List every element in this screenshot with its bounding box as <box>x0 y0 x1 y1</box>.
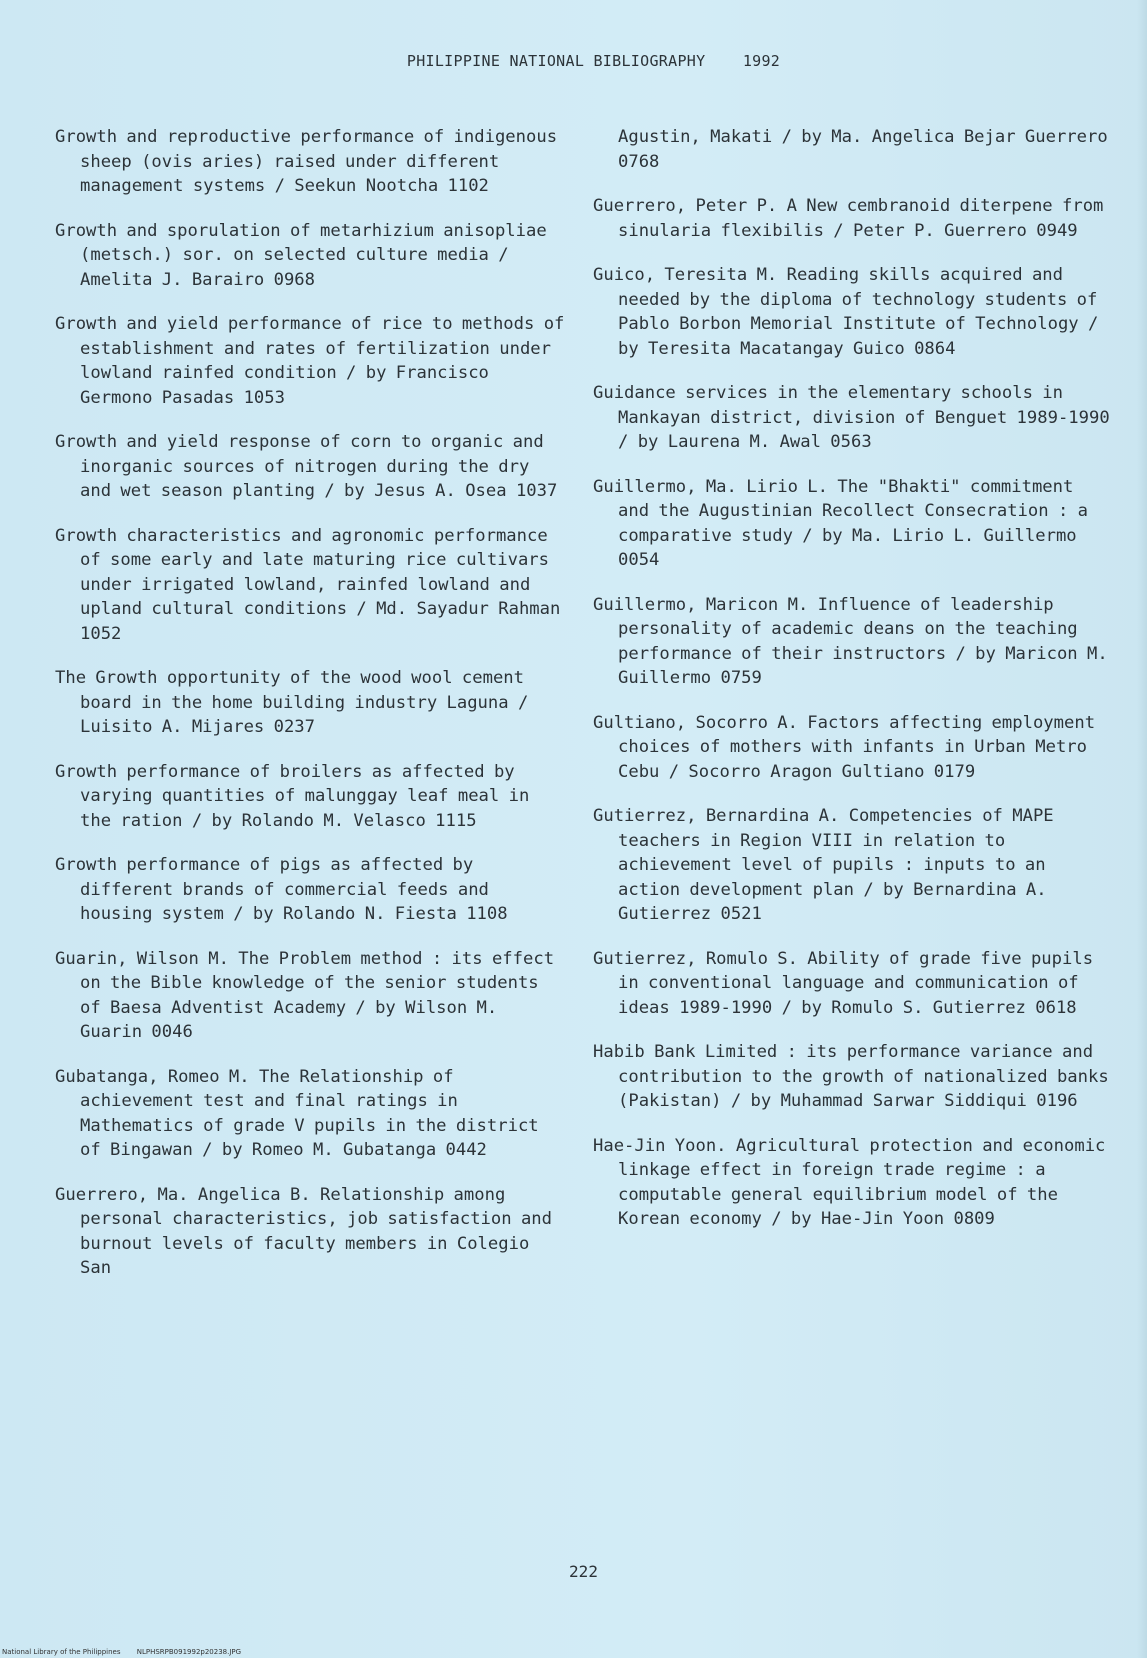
bibliography-entry: Gubatanga, Romeo M. The Relationship of achievement test and final ratings in Mathematics of grade V pupils in the district of Bingawan / by Romeo M. Gubatanga 0442 <box>55 1066 539 1160</box>
header-year: 1992 <box>742 52 781 70</box>
bibliography-entry: Guillermo, Maricon M. Influence of leadership personality of academic deans on the teaching performance of their instructors / by Maricon M. Guillermo 0759 <box>593 594 1108 688</box>
running-header <box>0 52 1147 70</box>
bibliography-entry: The Growth opportunity of the wood wool cement board in the home building industry Laguna / Luisito A. Mijares 0237 <box>55 668 529 737</box>
scan-footer <box>2 1648 241 1656</box>
bibliography-entry: Growth performance of pigs as affected by different brands of commercial feeds and housing system / by Rolando N. Fiesta 1108 <box>55 855 508 924</box>
left-column <box>55 125 565 1281</box>
bibliography-entry: Growth and sporulation of metarhizium anisopliae (metsch.) sor. on selected culture media / Amelita J. Barairo 0968 <box>55 220 547 290</box>
bibliography-entry: Guarin, Wilson M. The Problem method : its effect on the Bible knowledge of the senior students of Baesa Adventist Academy / by Wilson M. Guarin 0046 <box>55 948 555 1042</box>
bibliography-entry-continued: Agustin, Makati / by Ma. Angelica Bejar Guerrero 0768 <box>618 127 1108 172</box>
right-column <box>593 125 1113 1232</box>
footer-library: National Library of the Philippines <box>2 1648 121 1656</box>
footer-file: NLPHSRPB091992p20238.JPG <box>136 1648 242 1656</box>
page-number: 222 <box>569 1562 598 1581</box>
bibliography-entry: Guico, Teresita M. Reading skills acquired and needed by the diploma of technology students of Pablo Borbon Memorial Institute of Technology / by Teresita Macatangay Guico 0864 <box>593 265 1099 359</box>
bibliography-entry: Gutierrez, Bernardina A. Competencies of MAPE teachers in Region VIII in relation to achievement level of pupils : inputs to an action development plan / by Bernardina A. Gutierrez 0521 <box>593 806 1054 924</box>
bibliography-entry: Guillermo, Ma. Lirio L. The "Bhakti" commitment and the Augustinian Recollect Consecration : a comparative study / by Ma. Lirio L. Guillermo 0054 <box>593 476 1088 570</box>
bibliography-entry: Growth characteristics and agronomic performance of some early and late maturing rice cultivars under irrigated lowland, rainfed lowland and upland cultural conditions / Md. Sayadur Rahman 1052 <box>55 525 561 644</box>
bibliography-entry: Growth and reproductive performance of indigenous sheep (ovis aries) raised under different management systems / Seekun Nootcha 1102 <box>55 127 558 196</box>
bibliography-entry: Gutierrez, Romulo S. Ability of grade five pupils in conventional language and communication of ideas 1989-1990 / by Romulo S. Gutierrez 0618 <box>593 948 1094 1018</box>
bibliography-entry: Hae-Jin Yoon. Agricultural protection and economic linkage effect in foreign trade regime : a computable general equilibrium model of the Korean economy / by Hae-Jin Yoon 0809 <box>593 1135 1106 1229</box>
bibliography-entry: Gultiano, Socorro A. Factors affecting employment choices of mothers with infants in Urban Metro Cebu / Socorro Aragon Gultiano 0179 <box>593 712 1096 782</box>
bibliography-entry: Growth and yield response of corn to organic and inorganic sources of nitrogen during the dry and wet season planting / by Jesus A. Osea 1037 <box>55 432 558 501</box>
bibliography-entry: Guerrero, Ma. Angelica B. Relationship among personal characteristics, job satisfaction and burnout levels of faculty members in Colegio San <box>55 1184 552 1278</box>
bibliography-entry: Guerrero, Peter P. A New cembranoid diterpene from sinularia flexibilis / Peter P. Guerrero 0949 <box>593 196 1104 241</box>
bibliography-entry: Growth performance of broilers as affected by varying quantities of malunggay leaf meal in the ration / by Rolando M. Velasco 1115 <box>55 761 530 831</box>
bibliography-entry: Habib Bank Limited : its performance variance and contribution to the growth of nationalized banks (Pakistan) / by Muhammad Sarwar Siddiqui 0196 <box>593 1042 1109 1111</box>
bibliography-entry: Guidance services in the elementary schools in Mankayan district, division of Benguet 1989-1990 / by Laurena M. Awal 0563 <box>593 383 1110 452</box>
bibliography-entry: Growth and yield performance of rice to methods of establishment and rates of fertilization under lowland rainfed condition / by Francisco Germono Pasadas 1053 <box>55 314 565 408</box>
page-edge-shadow <box>1137 0 1147 1658</box>
header-title: PHILIPPINE NATIONAL BIBLIOGRAPHY <box>406 52 706 70</box>
